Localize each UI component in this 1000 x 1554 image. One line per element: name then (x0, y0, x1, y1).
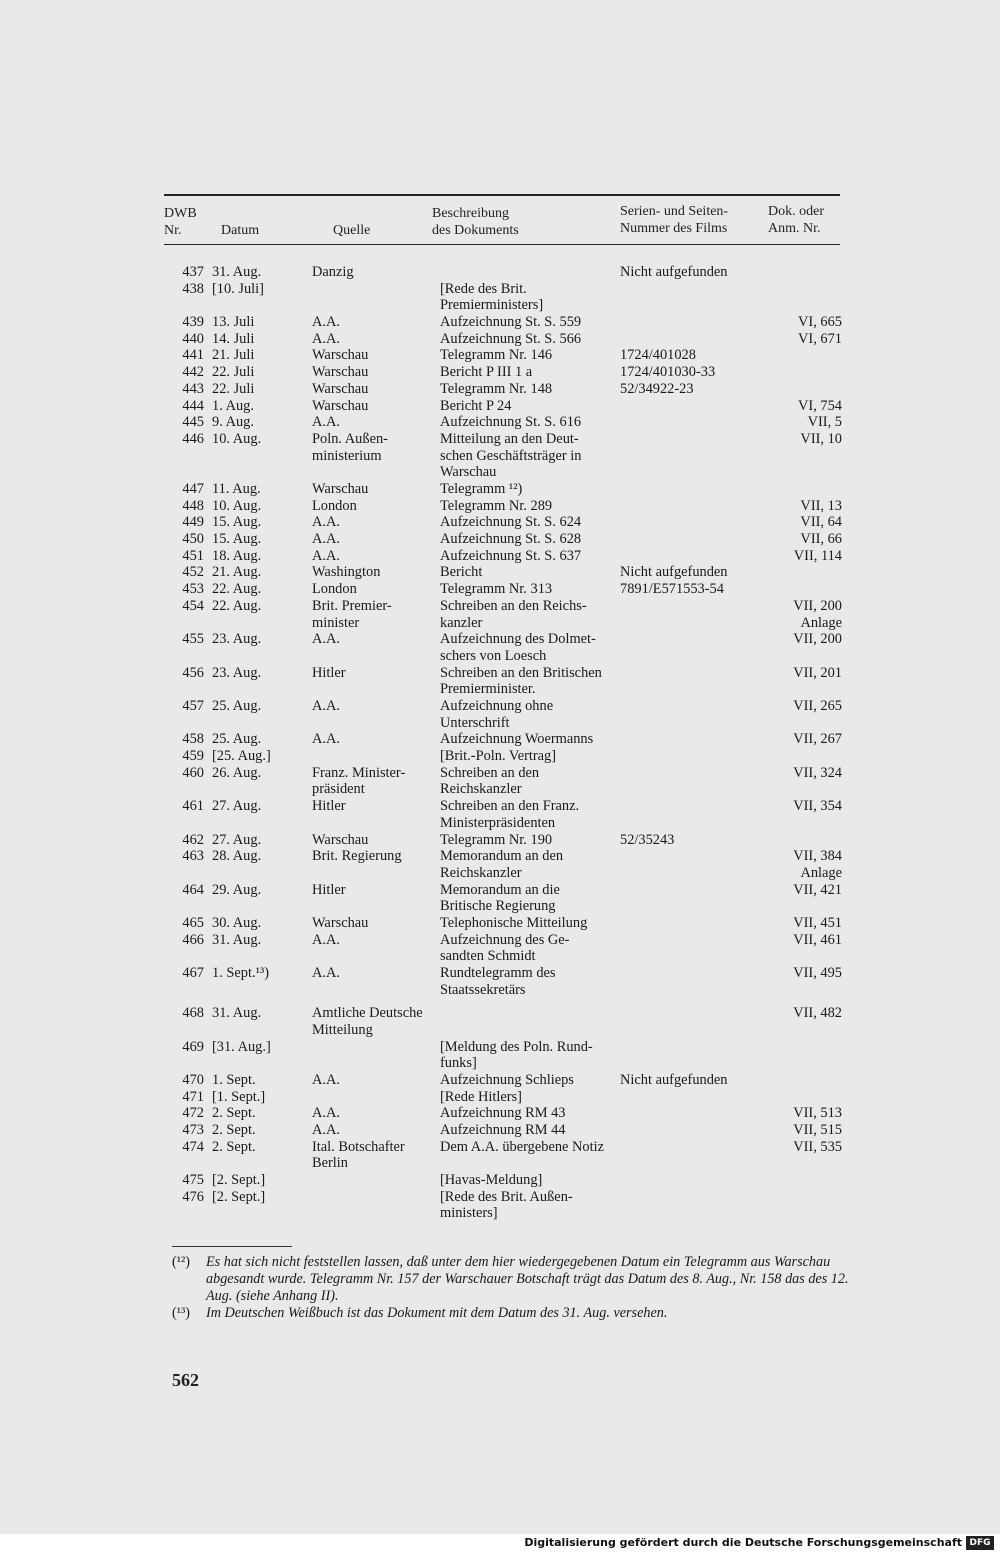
row-beschreibung: Bericht P 24 (440, 397, 512, 414)
row-dok-nr: VII, 13 (800, 497, 842, 514)
footnotes (172, 1254, 852, 1322)
row-nr: 469 (182, 1038, 204, 1055)
row-nr: 475 (182, 1172, 204, 1189)
row-quelle: Hitler (312, 881, 346, 898)
row-beschreibung: [Havas-Meldung] (440, 1172, 543, 1189)
row-nr: 470 (182, 1071, 204, 1088)
table-row (0, 347, 1000, 364)
table-row (0, 965, 1000, 1005)
row-quelle: A.A. (312, 414, 340, 431)
row-datum: [2. Sept.] (212, 1172, 266, 1189)
row-nr: 440 (182, 330, 204, 347)
row-nr: 443 (182, 380, 204, 397)
row-dok-nr: VII, 324 (793, 764, 842, 781)
table-row (0, 798, 1000, 831)
row-quelle: Warschau (312, 380, 369, 397)
row-quelle: Warschau (312, 347, 369, 364)
table-row (0, 598, 1000, 631)
row-beschreibung: Telegramm Nr. 190 (440, 831, 553, 848)
table-row (0, 531, 1000, 548)
row-datum: [31. Aug.] (212, 1038, 271, 1055)
row-quelle: A.A. (312, 1105, 340, 1122)
table-row (0, 281, 1000, 314)
row-beschreibung: Aufzeichnung ohne Unterschrift (440, 697, 554, 731)
row-dok-nr: VII, 461 (793, 931, 842, 948)
row-datum: 9. Aug. (212, 414, 254, 431)
row-quelle: Danzig (312, 264, 354, 280)
row-beschreibung: Telegramm Nr. 148 (440, 380, 553, 397)
row-beschreibung: [Meldung des Poln. Rund- funks] (440, 1038, 593, 1072)
footnote (172, 1305, 852, 1322)
row-datum: 30. Aug. (212, 914, 262, 931)
table-row (0, 631, 1000, 664)
row-nr: 448 (182, 497, 204, 514)
row-datum: [1. Sept.] (212, 1088, 266, 1105)
row-beschreibung: Rundtelegramm des Staatssekretärs (440, 965, 556, 998)
row-quelle: A.A. (312, 697, 340, 714)
row-dok-nr: VII, 384 Anlage (793, 848, 842, 881)
row-datum: 11. Aug. (212, 480, 261, 497)
row-datum: 23. Aug. (212, 631, 262, 648)
table-row (0, 564, 1000, 581)
row-quelle: A.A. (312, 965, 340, 982)
header-datum: Datum (221, 223, 260, 238)
row-serien-nummer: Nicht aufgefunden (620, 564, 728, 581)
row-quelle: A.A. (312, 1071, 340, 1088)
row-nr: 460 (182, 764, 204, 781)
row-beschreibung: Aufzeichnung St. S. 566 (440, 330, 582, 347)
table-row (0, 731, 1000, 748)
row-dok-nr: VI, 671 (798, 330, 842, 347)
row-nr: 444 (182, 397, 204, 414)
row-quelle: Hitler (312, 798, 346, 815)
row-quelle: A.A. (312, 531, 340, 548)
row-nr: 446 (182, 430, 204, 447)
header-dok-anm: Dok. oder Anm. Nr. (768, 204, 824, 236)
row-quelle: Hitler (312, 664, 346, 681)
table-row (0, 364, 1000, 381)
row-nr: 437 (182, 264, 204, 280)
header-bottom-rule (164, 244, 840, 245)
row-nr: 455 (182, 631, 204, 648)
table-row (0, 414, 1000, 431)
row-datum: 25. Aug. (212, 697, 262, 714)
footnote-marker: (¹³) (172, 1305, 190, 1321)
row-beschreibung: Schreiben an den Franz. Ministerpräsidenten (440, 798, 580, 831)
row-nr: 445 (182, 414, 204, 431)
table-row (0, 1005, 1000, 1038)
row-nr: 474 (182, 1138, 204, 1155)
row-dok-nr: VI, 754 (798, 397, 842, 414)
row-datum: 21. Aug. (212, 564, 262, 581)
row-dok-nr: VII, 535 (793, 1138, 842, 1155)
row-dok-nr: VII, 201 (793, 664, 842, 681)
row-beschreibung: Aufzeichnung St. S. 616 (440, 414, 582, 431)
row-beschreibung: Aufzeichnung RM 43 (440, 1105, 566, 1122)
row-beschreibung: Memorandum an die Britische Regierung (440, 881, 560, 915)
row-datum: 15. Aug. (212, 531, 262, 548)
row-beschreibung: Aufzeichnung Woermanns (440, 731, 594, 748)
table-row (0, 748, 1000, 765)
table-row (0, 1172, 1000, 1189)
table-row (0, 481, 1000, 498)
row-datum: 10. Aug. (212, 497, 262, 514)
row-datum: 2. Sept. (212, 1121, 256, 1138)
row-nr: 439 (182, 314, 204, 331)
row-beschreibung: Telegramm Nr. 146 (440, 347, 553, 364)
row-dok-nr: VII, 451 (793, 914, 842, 931)
table-row (0, 514, 1000, 531)
table-row (0, 1089, 1000, 1106)
row-beschreibung: Bericht P III 1 a (440, 364, 533, 381)
table-row (0, 832, 1000, 849)
row-datum: 31. Aug. (212, 931, 262, 948)
table-row (0, 314, 1000, 331)
row-nr: 452 (182, 564, 204, 581)
row-serien-nummer: 52/35243 (620, 831, 675, 848)
table-row (0, 665, 1000, 698)
row-dok-nr: VI, 665 (798, 314, 842, 331)
row-dok-nr: VII, 265 (793, 697, 842, 714)
row-datum: 15. Aug. (212, 514, 262, 531)
row-beschreibung: Telegramm ¹²) (440, 480, 523, 497)
document-table (0, 264, 1000, 1222)
row-beschreibung: Schreiben an den Reichs- kanzler (440, 597, 587, 631)
row-serien-nummer: Nicht aufgefunden (620, 1071, 728, 1088)
row-quelle: A.A. (312, 514, 340, 531)
table-row (0, 548, 1000, 565)
table-row (0, 1105, 1000, 1122)
row-beschreibung: [Rede des Brit. Premierministers] (440, 280, 544, 314)
row-beschreibung: Telephonische Mitteilung (440, 914, 588, 931)
table-row (0, 1139, 1000, 1172)
table-row (0, 1122, 1000, 1139)
row-quelle: Warschau (312, 914, 369, 931)
row-datum: [25. Aug.] (212, 748, 271, 765)
row-beschreibung: Dem A.A. übergebene Notiz (440, 1138, 604, 1155)
row-beschreibung: Bericht (440, 564, 483, 581)
row-quelle: A.A. (312, 547, 340, 564)
footnote-separator (172, 1246, 292, 1247)
row-quelle: London (312, 581, 357, 598)
header-serien-nummer: Serien- und Seiten- Nummer des Films (620, 204, 729, 236)
row-dok-nr: VII, 495 (793, 965, 842, 982)
table-row (0, 765, 1000, 798)
table-row (0, 848, 1000, 881)
row-serien-nummer: 7891/E571553-54 (620, 581, 724, 598)
row-beschreibung: Aufzeichnung Schlieps (440, 1071, 574, 1088)
row-datum: 1. Aug. (212, 397, 254, 414)
table-row (0, 915, 1000, 932)
row-beschreibung: Memorandum an den Reichskanzler (440, 848, 564, 881)
table-row (0, 581, 1000, 598)
row-datum: 22. Aug. (212, 581, 262, 598)
table-row (0, 398, 1000, 415)
row-nr: 476 (182, 1188, 204, 1205)
row-quelle: A.A. (312, 330, 340, 347)
row-beschreibung: Aufzeichnung des Dolmet- schers von Loesch (440, 631, 596, 664)
row-nr: 442 (182, 364, 204, 381)
row-datum: 10. Aug. (212, 430, 262, 447)
table-row (0, 698, 1000, 731)
row-quelle: Amtliche Deutsche Mitteilung (312, 1005, 423, 1038)
row-nr: 458 (182, 731, 204, 748)
row-beschreibung: Aufzeichnung des Ge- sandten Schmidt (440, 931, 570, 965)
row-beschreibung: Schreiben an den Britischen Premierminister. (440, 664, 602, 698)
row-nr: 454 (182, 597, 204, 614)
table-row (0, 498, 1000, 515)
row-beschreibung: Aufzeichnung St. S. 628 (440, 531, 582, 548)
row-beschreibung: [Brit.-Poln. Vertrag] (440, 748, 557, 765)
row-quelle: Washington (312, 564, 381, 581)
row-dok-nr: VII, 5 (807, 414, 842, 431)
row-beschreibung: Mitteilung an den Deut- schen Geschäftsträger in Warschau (440, 430, 582, 481)
row-nr: 472 (182, 1105, 204, 1122)
row-serien-nummer: Nicht aufgefunden (620, 264, 728, 280)
row-dok-nr: VII, 515 (793, 1121, 842, 1138)
row-quelle: Warschau (312, 397, 369, 414)
table-row (0, 331, 1000, 348)
row-beschreibung: [Rede Hitlers] (440, 1088, 522, 1105)
row-quelle: Warschau (312, 831, 369, 848)
table-row (0, 431, 1000, 481)
row-nr: 471 (182, 1088, 204, 1105)
row-datum: [2. Sept.] (212, 1188, 266, 1205)
row-dok-nr: VII, 267 (793, 731, 842, 748)
row-quelle: Brit. Premier- minister (312, 597, 392, 631)
row-nr: 456 (182, 664, 204, 681)
row-nr: 466 (182, 931, 204, 948)
row-beschreibung: Aufzeichnung St. S. 559 (440, 314, 582, 331)
row-beschreibung: Telegramm Nr. 289 (440, 497, 553, 514)
table-row (0, 1189, 1000, 1222)
row-beschreibung: [Rede des Brit. Außen- ministers] (440, 1188, 573, 1222)
row-nr: 459 (182, 748, 204, 765)
row-datum: 31. Aug. (212, 264, 262, 280)
row-datum: 26. Aug. (212, 764, 262, 781)
row-datum: 31. Aug. (212, 1005, 262, 1022)
row-quelle: A.A. (312, 1121, 340, 1138)
row-quelle: Warschau (312, 364, 369, 381)
row-quelle: A.A. (312, 314, 340, 331)
table-row (0, 1039, 1000, 1072)
footnote-marker: (¹²) (172, 1254, 190, 1270)
header-dwb-nr: DWB Nr. (164, 206, 197, 238)
row-dok-nr: VII, 64 (800, 514, 842, 531)
row-datum: [10. Juli] (212, 280, 264, 297)
footnote-text: Es hat sich nicht feststellen lassen, daß unter dem hier wiedergegebenen Datum ein Telegramm aus Warschau abgesandt wurde. Telegramm Nr. 157 der Warschauer Botschaft trägt das Datum des 8. Aug., Nr. 158 das des 12. Aug. (siehe Anhang II). (206, 1254, 849, 1304)
row-nr: 450 (182, 531, 204, 548)
row-quelle: Ital. Botschafter Berlin (312, 1138, 405, 1172)
row-quelle: A.A. (312, 631, 340, 648)
row-nr: 464 (182, 881, 204, 898)
row-quelle: Warschau (312, 480, 369, 497)
header-quelle: Quelle (333, 223, 371, 238)
row-datum: 27. Aug. (212, 831, 262, 848)
row-quelle: Poln. Außen- ministerium (312, 430, 388, 464)
row-dok-nr: VII, 482 (793, 1005, 842, 1022)
row-nr: 473 (182, 1121, 204, 1138)
row-datum: 2. Sept. (212, 1105, 256, 1122)
row-beschreibung: Aufzeichnung St. S. 637 (440, 547, 582, 564)
row-nr: 465 (182, 914, 204, 931)
row-dok-nr: VII, 513 (793, 1105, 842, 1122)
row-nr: 468 (182, 1005, 204, 1022)
row-datum: 18. Aug. (212, 547, 262, 564)
row-nr: 449 (182, 514, 204, 531)
row-serien-nummer: 52/34922-23 (620, 380, 694, 397)
row-datum: 25. Aug. (212, 731, 262, 748)
footnote-text: Im Deutschen Weißbuch ist das Dokument mit dem Datum des 31. Aug. versehen. (206, 1305, 668, 1321)
row-nr: 462 (182, 831, 204, 848)
row-quelle: A.A. (312, 931, 340, 948)
header-beschreibung: Beschreibung des Dokuments (432, 206, 519, 238)
row-serien-nummer: 1724/401030-33 (620, 364, 716, 381)
row-nr: 447 (182, 480, 204, 497)
row-quelle: Brit. Regierung (312, 848, 402, 865)
row-quelle: A.A. (312, 731, 340, 748)
footnote (172, 1254, 852, 1305)
row-datum: 22. Aug. (212, 597, 262, 614)
row-nr: 467 (182, 965, 204, 982)
table-row (0, 264, 1000, 281)
row-beschreibung: Telegramm Nr. 313 (440, 581, 553, 598)
page-number: 562 (172, 1370, 199, 1390)
row-datum: 14. Juli (212, 330, 255, 347)
row-nr: 438 (182, 280, 204, 297)
header-top-rule (164, 194, 840, 196)
row-dok-nr: VII, 421 (793, 881, 842, 898)
row-beschreibung: Schreiben an den Reichskanzler (440, 764, 540, 798)
row-datum: 1. Sept. (212, 1071, 256, 1088)
table-row (0, 932, 1000, 965)
row-datum: 1. Sept.¹³) (212, 965, 269, 982)
row-beschreibung: Aufzeichnung RM 44 (440, 1121, 566, 1138)
row-beschreibung: Aufzeichnung St. S. 624 (440, 514, 582, 531)
row-dok-nr: VII, 354 (793, 798, 842, 815)
row-datum: 27. Aug. (212, 798, 262, 815)
row-datum: 23. Aug. (212, 664, 262, 681)
table-row (0, 1072, 1000, 1089)
credit-bar (0, 1534, 1000, 1554)
row-nr: 453 (182, 581, 204, 598)
row-dok-nr: VII, 10 (800, 430, 842, 447)
row-nr: 457 (182, 697, 204, 714)
row-quelle: Franz. Minister- präsident (312, 764, 406, 798)
dfg-logo-icon: DFG (966, 1536, 994, 1550)
row-nr: 461 (182, 798, 204, 815)
table-row (0, 381, 1000, 398)
row-dok-nr: VII, 200 Anlage (793, 597, 842, 631)
row-nr: 441 (182, 347, 204, 364)
row-serien-nummer: 1724/401028 (620, 347, 696, 364)
row-datum: 2. Sept. (212, 1138, 256, 1155)
row-datum: 22. Juli (212, 380, 255, 397)
row-dok-nr: VII, 66 (800, 531, 842, 548)
credit-text: Digitalisierung gefördert durch die Deutsche Forschungsgemeinschaft (524, 1536, 962, 1549)
row-datum: 13. Juli (212, 314, 255, 331)
row-datum: 29. Aug. (212, 881, 262, 898)
table-row (0, 882, 1000, 915)
row-dok-nr: VII, 200 (793, 631, 842, 648)
row-datum: 21. Juli (212, 347, 255, 364)
row-dok-nr: VII, 114 (793, 547, 842, 564)
row-datum: 22. Juli (212, 364, 255, 381)
row-datum: 28. Aug. (212, 848, 262, 865)
row-nr: 451 (182, 547, 204, 564)
row-nr: 463 (182, 848, 204, 865)
row-quelle: London (312, 497, 357, 514)
